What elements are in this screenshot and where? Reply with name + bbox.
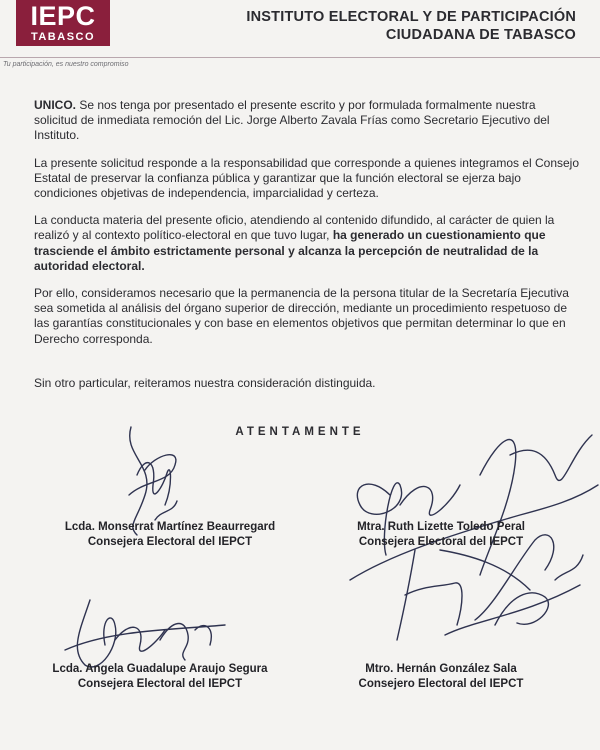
signatory-2 bbox=[316, 520, 566, 549]
signatory-1-name: Lcda. Monserrat Martínez Beaurregard bbox=[64, 521, 276, 533]
paragraph-1 bbox=[34, 98, 580, 144]
signatory-4-name: Mtro. Hernán González Sala bbox=[365, 663, 517, 675]
signatory-3 bbox=[30, 662, 290, 691]
signatory-3-name: Lcda. Angela Guadalupe Araujo Segura bbox=[52, 663, 268, 675]
signatory-4 bbox=[316, 662, 566, 691]
institution-title bbox=[246, 8, 576, 44]
signatory-2-role: Consejera Electoral del IEPCT bbox=[358, 535, 524, 548]
signatory-1-role: Consejera Electoral del IEPCT bbox=[87, 535, 253, 548]
header-divider bbox=[0, 57, 600, 58]
paragraph-3 bbox=[34, 213, 580, 274]
institution-line-2: CIUDADANA DE TABASCO bbox=[385, 27, 576, 43]
closing-line: Sin otro particular, reiteramos nuestra consideración distinguida. bbox=[34, 376, 376, 390]
institution-line-1: INSTITUTO ELECTORAL Y DE PARTICIPACIÓN bbox=[246, 9, 576, 25]
signatory-2-name: Mtra. Ruth Lizette Toledo Peral bbox=[357, 521, 525, 533]
paragraph-3-text: La conducta materia del presente oficio, atendiendo al contenido difundido, al carácter de quien la realizó y al contexto político-electoral en que tuvo lugar, bbox=[34, 213, 555, 243]
iepc-logo bbox=[16, 0, 110, 46]
paragraph-4: Por ello, consideramos necesario que la permanencia de la persona titular de la Secretaría Ejecutiva sea sometida al análisis del órgano superior de dirección, mediante un procedimiento respetuoso de las garantías constitucionales y con base en elementos objetivos que permitan determinar lo que en Derecho corresponda. bbox=[34, 286, 569, 346]
logo-text: IEPC bbox=[30, 1, 96, 31]
paragraph-2: La presente solicitud responde a la responsabilidad que corresponde a quienes integramos el Consejo Estatal de preservar la confianza pública y garantizar que la función electoral se ejerza bajo condiciones objetivas de independencia, imparcialidad y certeza. bbox=[34, 155, 580, 201]
paragraph-3-bold: ha generado un cuestionamiento que trasciende el ámbito estrictamente personal y alcanza la percepción de neutralidad de la autoridad electoral. bbox=[34, 228, 546, 273]
signatory-3-role: Consejera Electoral del IEPCT bbox=[77, 677, 243, 690]
paragraph-1-lead: UNICO. bbox=[34, 98, 76, 112]
sign-off: ATENTAMENTE bbox=[235, 426, 365, 438]
letter-body bbox=[34, 98, 580, 359]
signatory-1 bbox=[40, 520, 300, 549]
slogan: Tu participación, es nuestro compromiso bbox=[3, 61, 129, 68]
logo-subtext: TABASCO bbox=[30, 31, 96, 43]
paragraph-1-text: Se nos tenga por presentado el presente escrito y por formulada formalmente nuestra solicitud de inmediata remoción del Lic. Jorge Alberto Zavala Frías como Secretario Ejecutivo del Instituto. bbox=[34, 98, 550, 143]
signatory-4-role: Consejero Electoral del IEPCT bbox=[358, 677, 524, 690]
